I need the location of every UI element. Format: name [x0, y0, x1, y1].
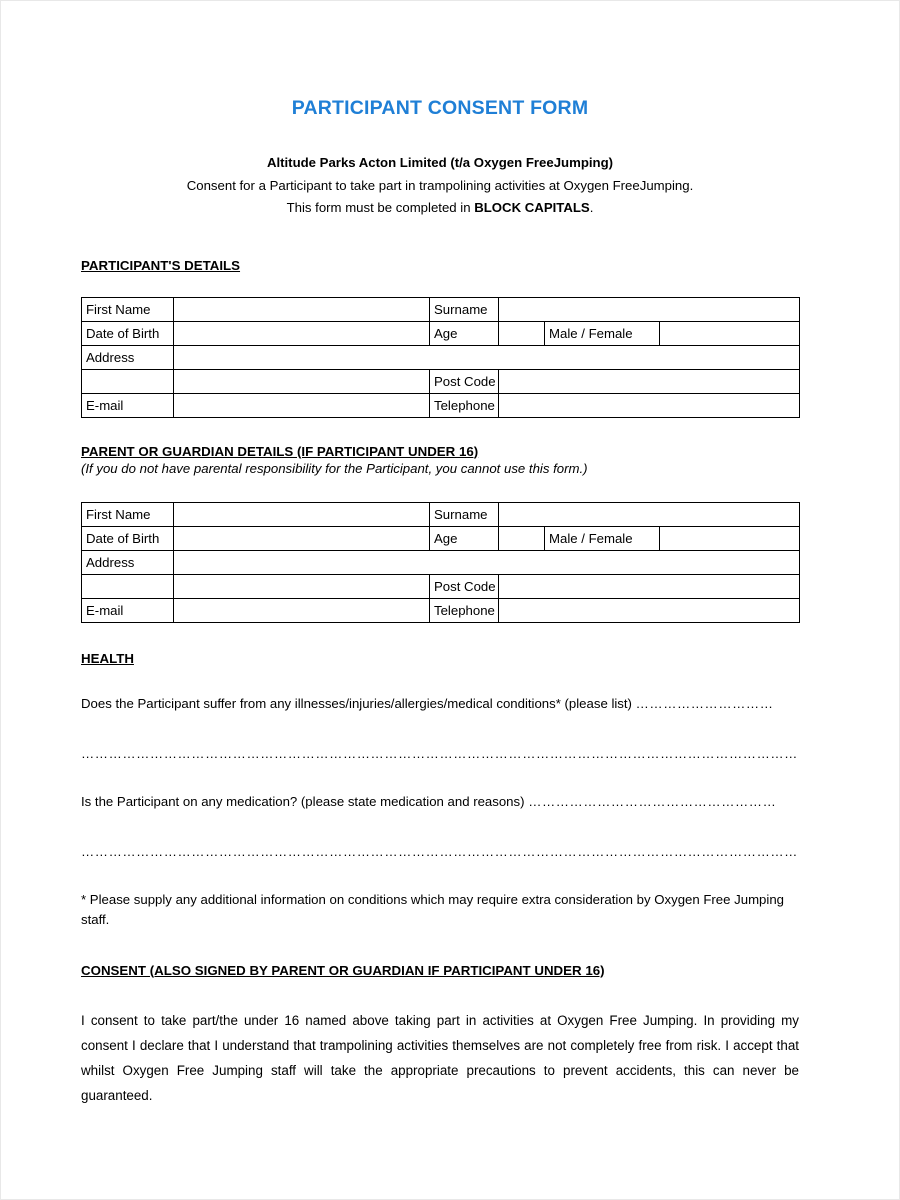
instruction-suffix: .: [589, 200, 594, 215]
field-label: Telephone: [430, 598, 499, 622]
health-answer-line-2[interactable]: …………………………………………………………………………………………………………………………………………: [81, 843, 798, 859]
consent-paragraph: I consent to take part/the under 16 named above taking part in activities at Oxygen Free Jumping. In providing my consent I declare that I understand that trampolining activities themselves are not completely free from risk. I accept that whilst Oxygen Free Jumping staff will take the appropriate precautions to prevent accidents, this can never be guaranteed.: [81, 1012, 799, 1103]
field-input-email[interactable]: [174, 598, 430, 622]
field-label: E-mail: [82, 393, 174, 417]
document-subheader: [81, 152, 799, 220]
table-row: [82, 297, 800, 321]
health-question-1-fill-line[interactable]: …………………………: [635, 695, 774, 711]
table-row: [82, 345, 800, 369]
field-input-address[interactable]: [174, 345, 800, 369]
table-row: [82, 321, 800, 345]
field-input-post-code[interactable]: [499, 574, 800, 598]
field-input-age[interactable]: [499, 321, 545, 345]
table-row: [82, 550, 800, 574]
intro-line: Consent for a Participant to take part in trampolining activities at Oxygen FreeJumping.: [186, 177, 694, 193]
health-question-2-text: Is the Participant on any medication? (please state medication and reasons): [81, 793, 525, 809]
health-heading: HEALTH: [81, 650, 134, 666]
table-row: [82, 393, 800, 417]
table-row: [82, 598, 800, 622]
field-label: Date of Birth: [82, 321, 174, 345]
table-row: [82, 369, 800, 393]
guardian-details-note: (If you do not have parental responsibility for the Participant, you cannot use this form.): [81, 460, 588, 476]
field-input-first-name[interactable]: [174, 297, 430, 321]
field-input-post-code[interactable]: [499, 369, 800, 393]
field-label: Date of Birth: [82, 526, 174, 550]
field-input-telephone[interactable]: [499, 393, 800, 417]
field-input-surname[interactable]: [499, 502, 800, 526]
field-input-telephone[interactable]: [499, 598, 800, 622]
health-question-1-text: Does the Participant suffer from any illnesses/injuries/allergies/medical conditions* (please list): [81, 695, 632, 711]
table-row: [82, 526, 800, 550]
guardian-details-heading: PARENT OR GUARDIAN DETAILS (IF PARTICIPANT UNDER 16): [81, 443, 479, 459]
field-label: Post Code: [430, 369, 499, 393]
participant-details-heading: PARTICIPANT'S DETAILS: [81, 257, 241, 273]
field-input-address-line-2[interactable]: [174, 574, 430, 598]
table-row: [82, 502, 800, 526]
field-label-empty: [82, 574, 174, 598]
field-label: Male / Female: [545, 526, 660, 550]
field-label: Address: [82, 345, 174, 369]
field-label: Age: [430, 526, 499, 550]
field-input-first-name[interactable]: [174, 502, 430, 526]
health-answer-line-1[interactable]: …………………………………………………………………………………………………………………………………………: [81, 745, 798, 761]
field-input-age[interactable]: [499, 526, 545, 550]
company-name: Altitude Parks Acton Limited (t/a Oxygen FreeJumping): [266, 155, 614, 170]
field-input-surname[interactable]: [499, 297, 800, 321]
health-footnote: * Please supply any additional information on conditions which may require extra consideration by Oxygen Free Jumping staff.: [81, 891, 784, 927]
page-title: PARTICIPANT CONSENT FORM: [291, 97, 589, 119]
field-label: Telephone: [430, 393, 499, 417]
health-question-2-fill-line[interactable]: ………………………………………………: [528, 793, 777, 809]
document-body: [81, 1, 799, 1108]
instruction-prefix: This form must be completed in: [286, 200, 475, 215]
table-row: [82, 574, 800, 598]
health-question-1: [81, 694, 799, 714]
field-label: Male / Female: [545, 321, 660, 345]
instruction-line: [81, 197, 799, 220]
field-input-address-line-2[interactable]: [174, 369, 430, 393]
field-input-date-of-birth[interactable]: [174, 526, 430, 550]
guardian-details-table: [81, 502, 800, 623]
field-label: Post Code: [430, 574, 499, 598]
health-question-2: [81, 792, 799, 812]
field-input-date-of-birth[interactable]: [174, 321, 430, 345]
field-label: Address: [82, 550, 174, 574]
field-input-email[interactable]: [174, 393, 430, 417]
field-label: Surname: [430, 297, 499, 321]
field-label: Age: [430, 321, 499, 345]
field-label: E-mail: [82, 598, 174, 622]
participant-details-table: [81, 297, 800, 418]
field-input-gender[interactable]: [660, 526, 800, 550]
field-label: Surname: [430, 502, 499, 526]
field-label: First Name: [82, 502, 174, 526]
field-input-address[interactable]: [174, 550, 800, 574]
consent-heading: CONSENT (ALSO SIGNED BY PARENT OR GUARDIAN IF PARTICIPANT UNDER 16): [81, 962, 605, 978]
instruction-emphasis: BLOCK CAPITALS: [474, 200, 590, 215]
field-label-empty: [82, 369, 174, 393]
field-input-gender[interactable]: [660, 321, 800, 345]
field-label: First Name: [82, 297, 174, 321]
